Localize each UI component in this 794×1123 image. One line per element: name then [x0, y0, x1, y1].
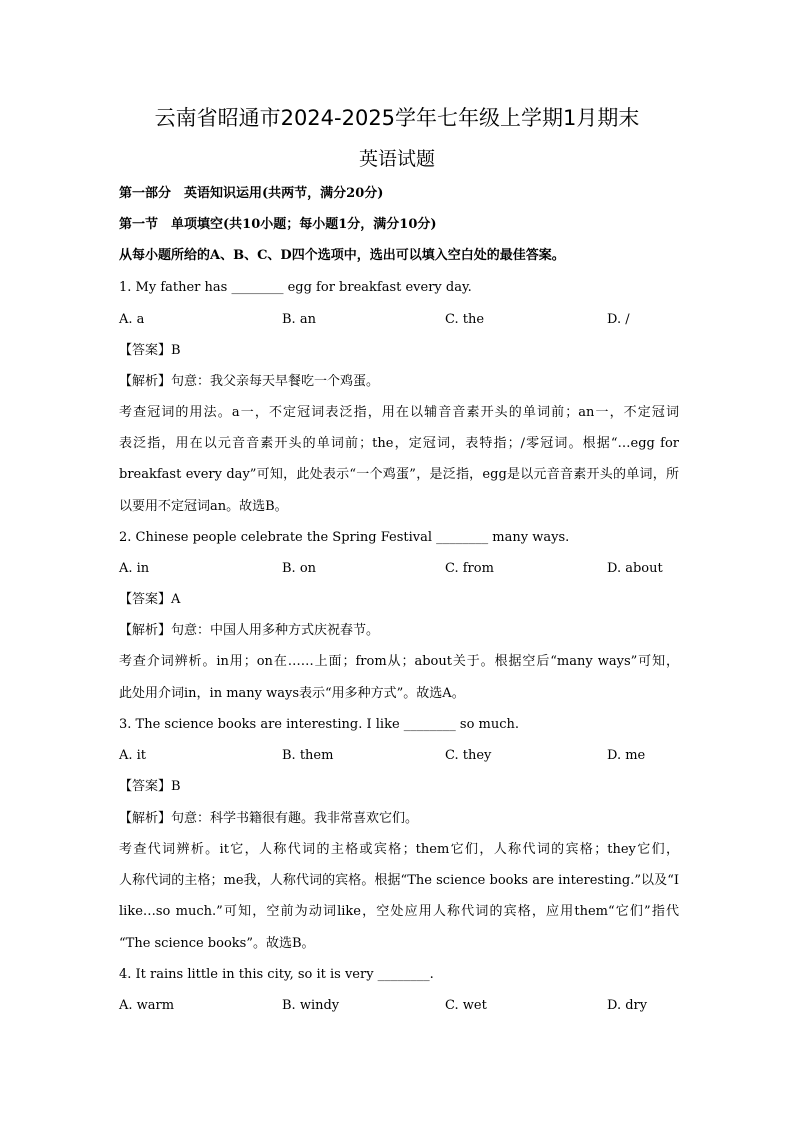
- question-3-analysis-lead: 【解析】句意：科学书籍很有趣。我非常喜欢它们。: [119, 811, 419, 826]
- question-3-answer: 【答案】B: [119, 779, 181, 794]
- question-3-analysis-line: 考查代词辨析。it它，人称代词的主格或宾格；them它们，人称代词的宾格；they它们，: [119, 842, 679, 857]
- question-3-option-a: A. it: [119, 748, 147, 763]
- question-3-option-b: B. them: [282, 748, 334, 763]
- question-4-option-b: B. windy: [282, 998, 340, 1013]
- question-3-option-d: D. me: [607, 748, 646, 763]
- question-4-option-a: A. warm: [119, 998, 175, 1013]
- question-1-option-a: A. a: [119, 312, 145, 327]
- question-1-option-d: D. /: [607, 312, 630, 327]
- instruction-text: 从每小题所给的A、B、C、D四个选项中，选出可以填入空白处的最佳答案。: [119, 248, 565, 263]
- question-1-analysis-line: 考查冠词的用法。a一，不定冠词表泛指，用在以辅音音素开头的单词前；an一，不定冠词: [119, 405, 679, 420]
- question-3-option-c: C. they: [445, 748, 492, 763]
- question-4-stem: 4. It rains little in this city, so it is very ________.: [119, 967, 434, 982]
- question-1-analysis-line: breakfast every day”可知，此处表示“一个鸡蛋”，是泛指，egg是以元音音素开头的单词，所: [119, 467, 679, 482]
- question-3-analysis-line: like…so much.”可知，空前为动词like，空处应用人称代词的宾格，应用them“它们”指代: [119, 904, 679, 919]
- question-1-stem: 1. My father has ________ egg for breakfast every day.: [119, 280, 472, 295]
- question-2-option-d: D. about: [607, 561, 663, 576]
- question-2-analysis-line: 考查介词辨析。in用；on在……上面；from从；about关于。根据空后“many ways”可知，: [119, 654, 679, 669]
- question-1-analysis-lead: 【解析】句意：我父亲每天早餐吃一个鸡蛋。: [119, 374, 380, 389]
- question-1-option-b: B. an: [282, 312, 316, 327]
- exam-title: 云南省昭通市2024-2025学年七年级上学期1月期末: [154, 106, 640, 130]
- question-1-answer: 【答案】B: [119, 343, 181, 358]
- question-1-option-c: C. the: [445, 312, 485, 327]
- question-2-analysis-lead: 【解析】句意：中国人用多种方式庆祝春节。: [119, 623, 380, 638]
- question-2-option-a: A. in: [119, 561, 150, 576]
- question-3-analysis-line: 人称代词的主格；me我，人称代词的宾格。根据“The science books are interesting.”以及“I: [119, 873, 679, 888]
- question-2-answer: 【答案】A: [119, 592, 181, 607]
- question-1-analysis-line: 以要用不定冠词an。故选B。: [119, 499, 288, 514]
- question-2-stem: 2. Chinese people celebrate the Spring Festival ________ many ways.: [119, 530, 570, 545]
- question-2-option-b: B. on: [282, 561, 317, 576]
- section-part-heading: 第一部分 英语知识运用(共两节，满分20分): [119, 186, 384, 201]
- question-2-analysis-line: 此处用介词in，in many ways表示“用多种方式”。故选A。: [119, 686, 465, 701]
- question-4-option-d: D. dry: [607, 998, 648, 1013]
- question-3-stem: 3. The science books are interesting. I like ________ so much.: [119, 717, 520, 732]
- question-3-analysis-line: “The science books”。故选B。: [119, 936, 315, 951]
- question-1-analysis-line: 表泛指，用在以元音音素开头的单词前；the，定冠词，表特指；/零冠词。根据“…egg for: [119, 436, 679, 451]
- question-4-option-c: C. wet: [445, 998, 487, 1013]
- question-2-option-c: C. from: [445, 561, 494, 576]
- section-node-heading: 第一节 单项填空(共10小题；每小题1分，满分10分): [119, 217, 437, 232]
- exam-subtitle: 英语试题: [358, 148, 435, 170]
